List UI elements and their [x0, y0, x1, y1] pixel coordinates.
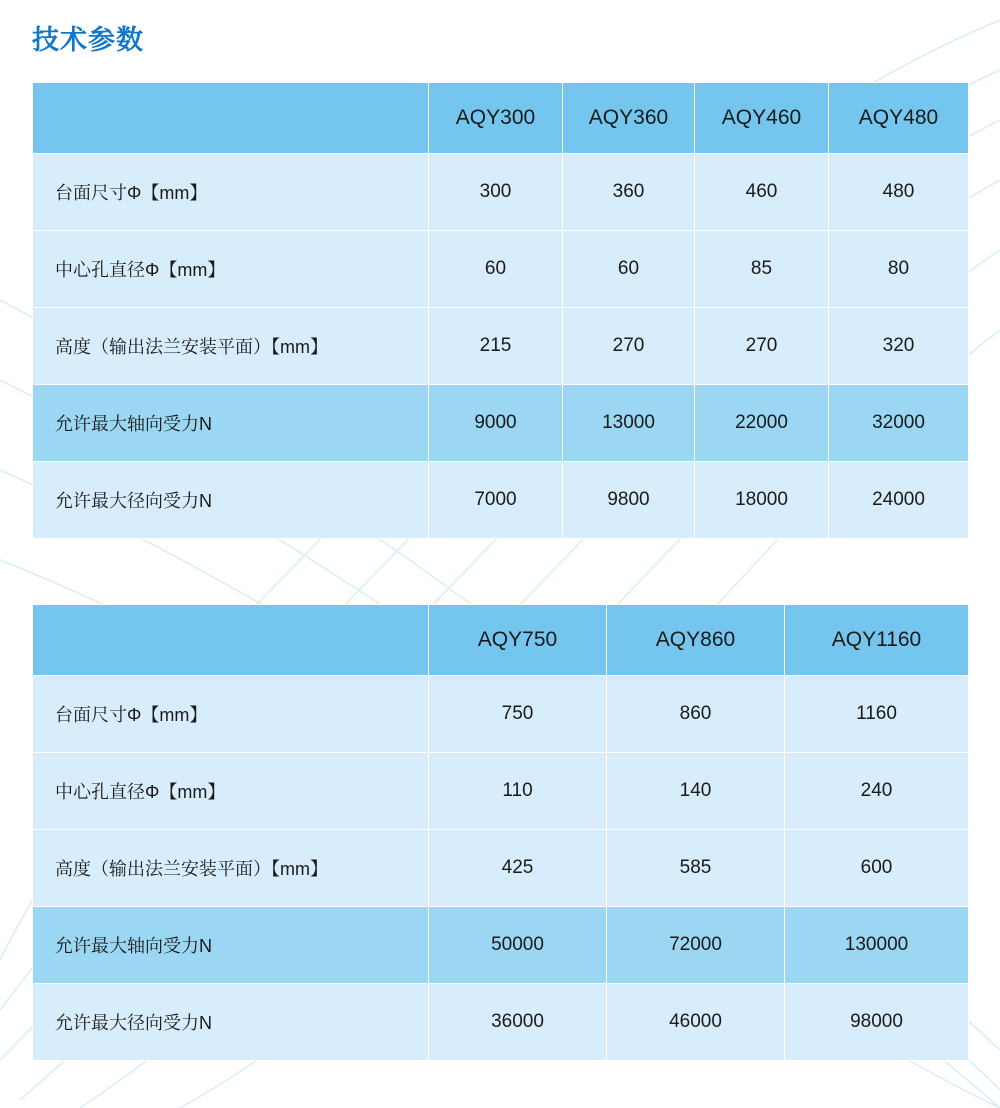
row-value: 130000 [785, 907, 969, 984]
table-header-cell-aqy300: AQY300 [429, 83, 563, 154]
row-value: 72000 [607, 907, 785, 984]
table-row [33, 462, 969, 539]
table-header-row [33, 83, 969, 154]
row-label: 高度（输出法兰安装平面）【mm】 [33, 830, 429, 907]
row-value: 360 [563, 154, 695, 231]
row-label: 允许最大径向受力N [33, 462, 429, 539]
row-label: 台面尺寸Φ【mm】 [33, 154, 429, 231]
table-row [33, 308, 969, 385]
row-value: 32000 [829, 385, 969, 462]
row-value: 60 [563, 231, 695, 308]
row-value: 110 [429, 753, 607, 830]
row-value: 22000 [695, 385, 829, 462]
row-value: 860 [607, 676, 785, 753]
row-value: 9800 [563, 462, 695, 539]
row-value: 85 [695, 231, 829, 308]
row-value: 18000 [695, 462, 829, 539]
row-value: 98000 [785, 984, 969, 1061]
table-header-cell-aqy460: AQY460 [695, 83, 829, 154]
row-value: 600 [785, 830, 969, 907]
row-value: 750 [429, 676, 607, 753]
table-header-cell-blank [33, 83, 429, 154]
row-value: 460 [695, 154, 829, 231]
row-label: 允许最大轴向受力N [33, 907, 429, 984]
spec-table-small-models [32, 82, 969, 539]
table-row [33, 231, 969, 308]
table-header-cell-blank [33, 605, 429, 676]
row-value: 270 [695, 308, 829, 385]
table-row [33, 907, 969, 984]
row-label: 允许最大径向受力N [33, 984, 429, 1061]
row-label: 高度（输出法兰安装平面）【mm】 [33, 308, 429, 385]
table-row [33, 830, 969, 907]
row-value: 36000 [429, 984, 607, 1061]
row-label: 中心孔直径Φ【mm】 [33, 753, 429, 830]
page-title: 技术参数 [32, 25, 144, 55]
table-row [33, 154, 969, 231]
table-header-cell-aqy480: AQY480 [829, 83, 969, 154]
table-header-cell-aqy750: AQY750 [429, 605, 607, 676]
row-value: 50000 [429, 907, 607, 984]
table-header-cell-aqy1160: AQY1160 [785, 605, 969, 676]
spec-table-large-models [32, 604, 969, 1061]
row-value: 9000 [429, 385, 563, 462]
row-value: 320 [829, 308, 969, 385]
row-label: 允许最大轴向受力N [33, 385, 429, 462]
row-value: 80 [829, 231, 969, 308]
row-value: 13000 [563, 385, 695, 462]
table-row [33, 385, 969, 462]
row-value: 425 [429, 830, 607, 907]
row-value: 24000 [829, 462, 969, 539]
table-row [33, 676, 969, 753]
row-value: 300 [429, 154, 563, 231]
row-value: 7000 [429, 462, 563, 539]
row-value: 585 [607, 830, 785, 907]
row-value: 140 [607, 753, 785, 830]
table-header-cell-aqy360: AQY360 [563, 83, 695, 154]
row-label: 台面尺寸Φ【mm】 [33, 676, 429, 753]
table-header-cell-aqy860: AQY860 [607, 605, 785, 676]
table-header-row [33, 605, 969, 676]
table-row [33, 753, 969, 830]
row-value: 480 [829, 154, 969, 231]
table-row [33, 984, 969, 1061]
row-value: 240 [785, 753, 969, 830]
row-value: 46000 [607, 984, 785, 1061]
row-value: 270 [563, 308, 695, 385]
row-label: 中心孔直径Φ【mm】 [33, 231, 429, 308]
row-value: 1160 [785, 676, 969, 753]
row-value: 60 [429, 231, 563, 308]
row-value: 215 [429, 308, 563, 385]
